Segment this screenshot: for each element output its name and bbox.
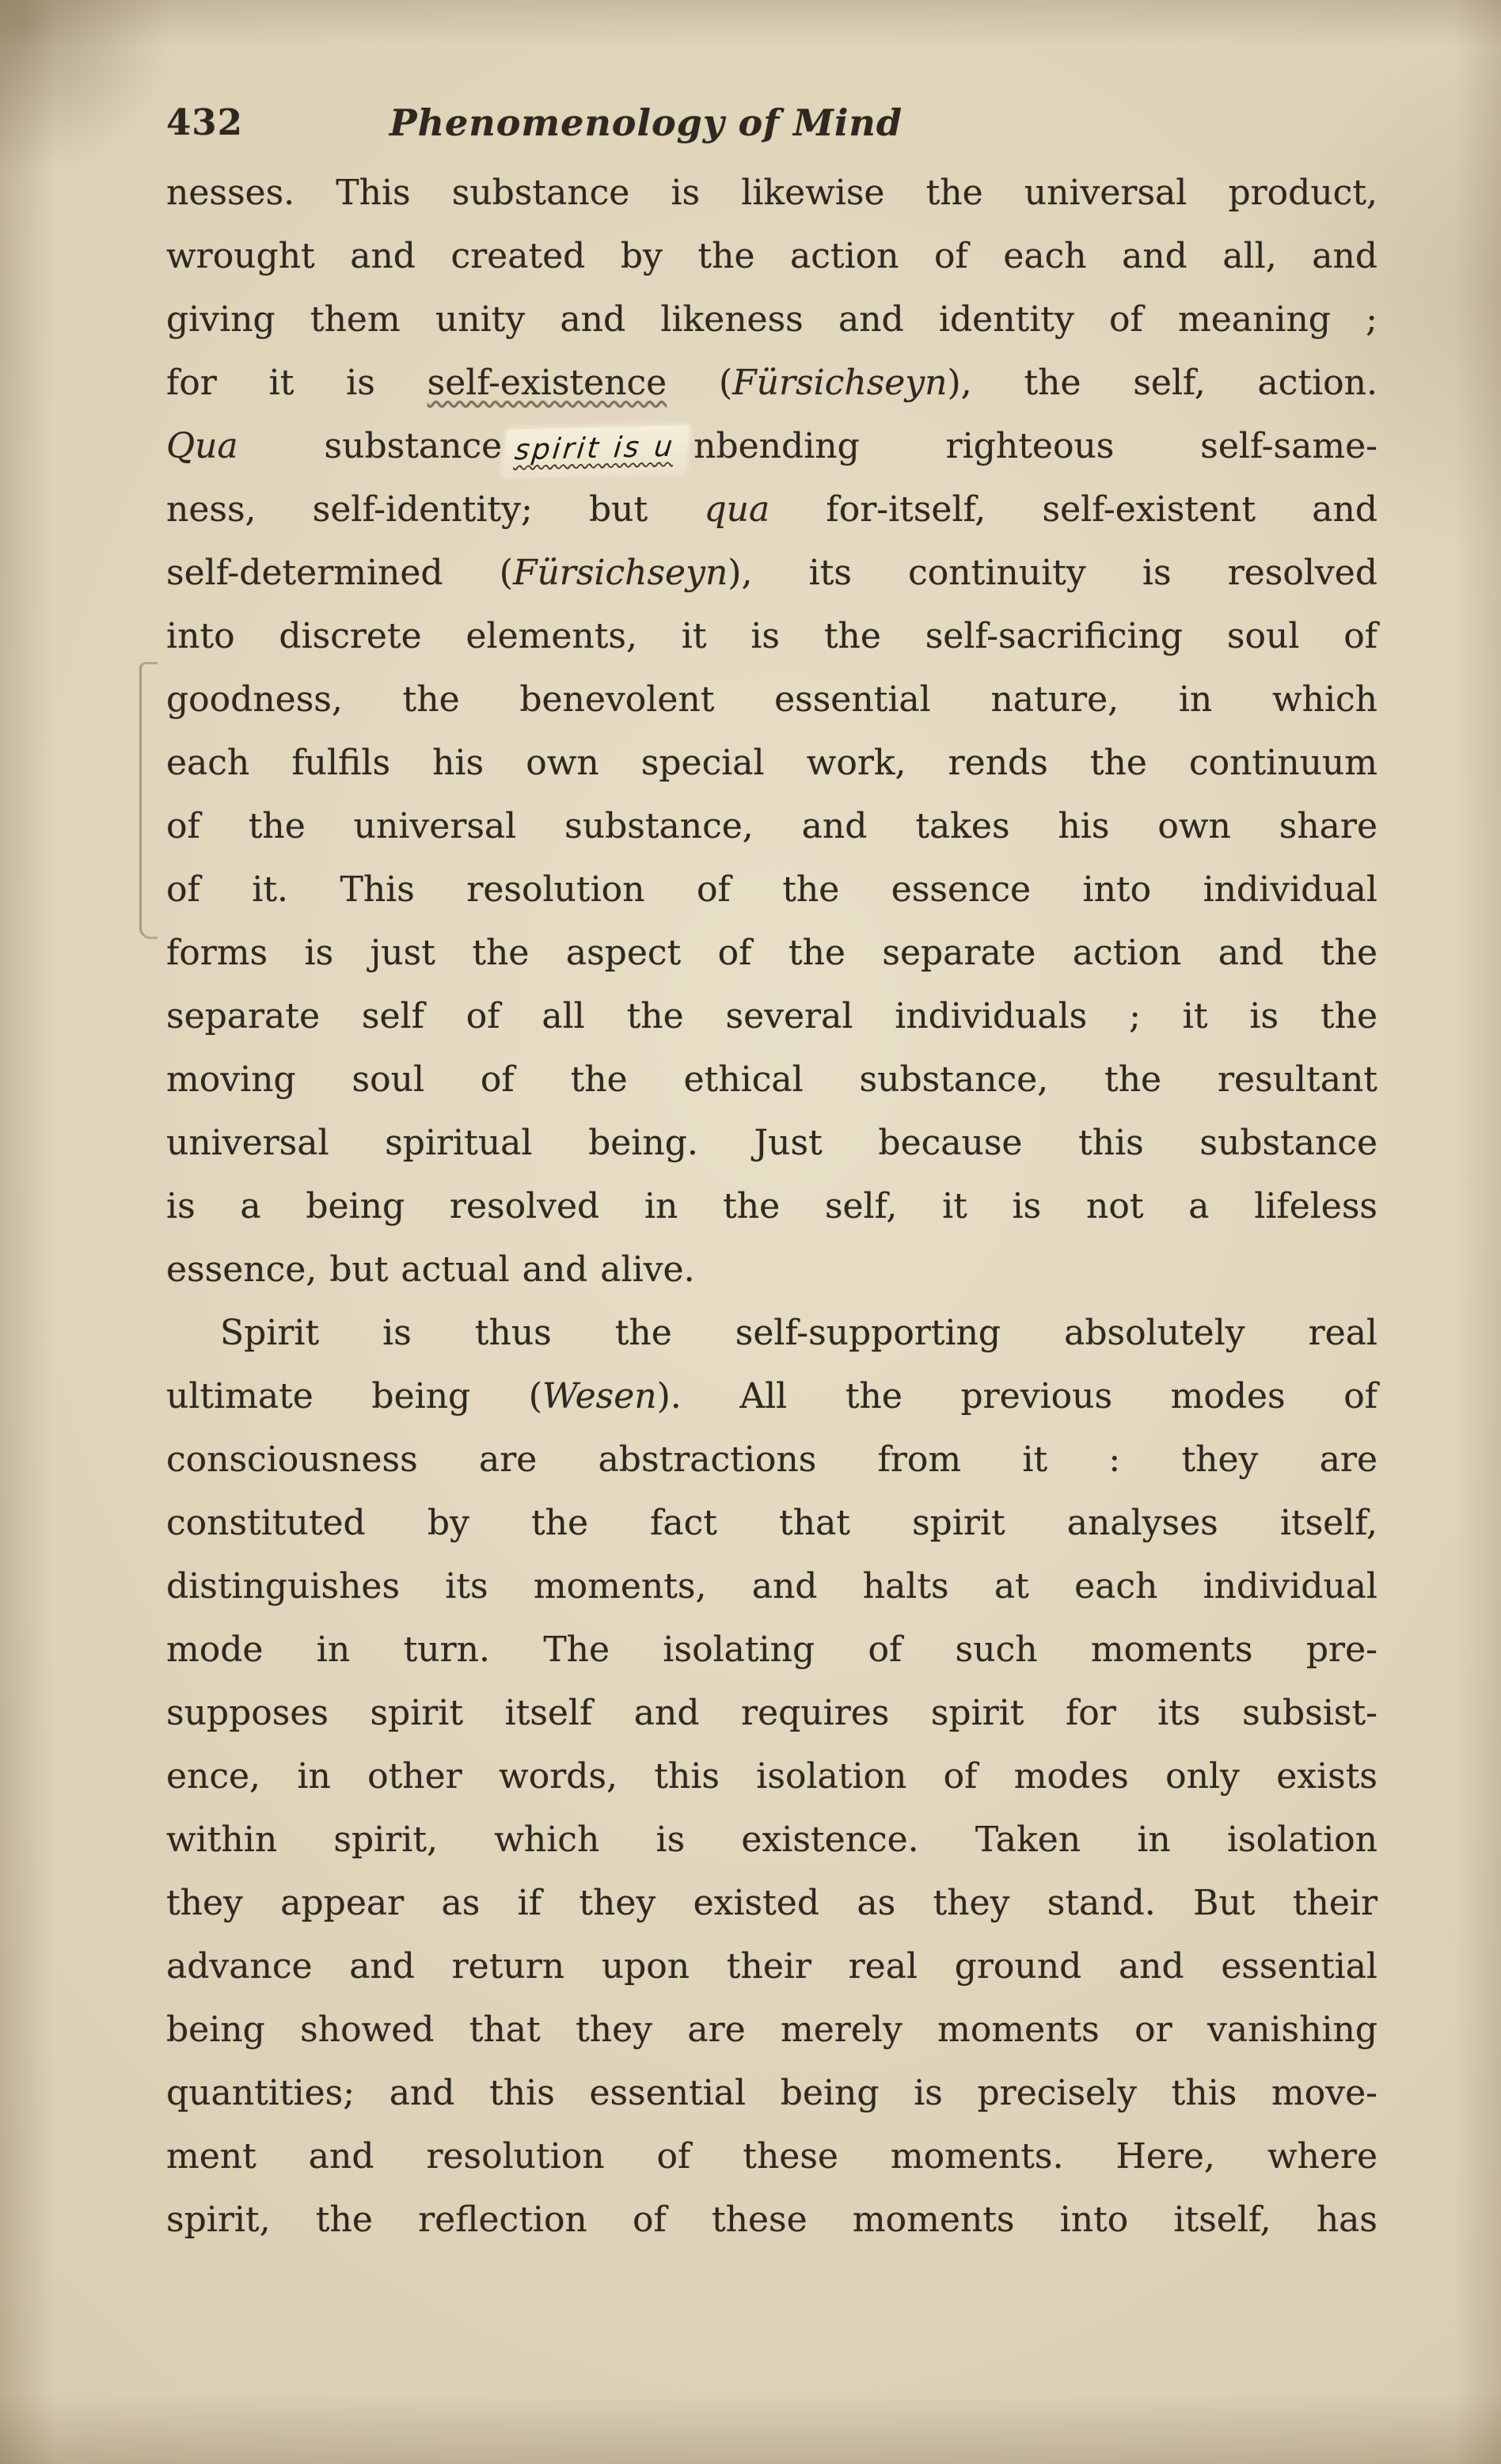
text-segment: for-itself, self-existent and bbox=[770, 489, 1378, 530]
running-header: Phenomenology of Mind bbox=[390, 101, 903, 144]
text-segment: Spirit is thus the self-supporting absolutely real bbox=[220, 1313, 1378, 1353]
text-line bbox=[166, 858, 1378, 922]
text-segment: ment and resolution of these moments. Here, where bbox=[166, 2136, 1378, 2177]
text-segment: separate self of all the several individuals ; it is the bbox=[166, 996, 1378, 1036]
text-segment: mode in turn. The isolating of such moments pre- bbox=[166, 1629, 1378, 1670]
text-segment: ence, in other words, this isolation of modes only exists bbox=[166, 1756, 1378, 1797]
page-content bbox=[166, 101, 1378, 2252]
text-segment: for it is bbox=[166, 363, 428, 403]
text-line bbox=[166, 352, 1378, 415]
text-line bbox=[166, 1808, 1378, 1872]
text-line bbox=[166, 1872, 1378, 1935]
text-segment: ultimate being ( bbox=[166, 1376, 542, 1416]
text-segment: quantities; and this essential being is precisely this move- bbox=[166, 2073, 1378, 2113]
text-line bbox=[166, 605, 1378, 668]
text-segment: into discrete elements, it is the self-sacrificing soul of bbox=[166, 616, 1378, 656]
text-segment: essence, but actual and alive. bbox=[166, 1249, 695, 1290]
text-line bbox=[166, 1555, 1378, 1618]
text-line bbox=[166, 1428, 1378, 1492]
text-segment: advance and return upon their real ground and essential bbox=[166, 1946, 1378, 1987]
text-line bbox=[166, 415, 1378, 478]
italic-text-segment: Fürsichseyn bbox=[732, 363, 948, 403]
text-line bbox=[166, 1365, 1378, 1428]
text-segment: nbending righteous self-same- bbox=[694, 426, 1378, 466]
text-segment: they appear as if they existed as they stand. But their bbox=[166, 1883, 1378, 1923]
text-segment: self-existence bbox=[427, 363, 667, 403]
text-line bbox=[166, 162, 1378, 225]
text-segment: self-determined ( bbox=[166, 553, 513, 593]
text-segment: distinguishes its moments, and halts at each individual bbox=[166, 1566, 1378, 1607]
text-segment: constituted by the fact that spirit analyses itself, bbox=[166, 1503, 1378, 1543]
page-number: 432 bbox=[166, 101, 243, 143]
text-segment: spirit, the reflection of these moments into itself, has bbox=[166, 2200, 1378, 2240]
text-block bbox=[166, 162, 1378, 2252]
text-line bbox=[166, 225, 1378, 288]
text-segment: wrought and created by the action of each and all, and bbox=[166, 236, 1378, 276]
text-segment: forms is just the aspect of the separate action and the bbox=[166, 933, 1378, 973]
text-segment: each fulfils his own special work, rends the continuum bbox=[166, 743, 1378, 783]
text-line bbox=[166, 1998, 1378, 2062]
text-line bbox=[166, 732, 1378, 795]
text-segment: is a being resolved in the self, it is not a lifeless bbox=[166, 1186, 1378, 1226]
text-line bbox=[166, 288, 1378, 352]
text-line bbox=[166, 1618, 1378, 1682]
text-segment: goodness, the benevolent essential nature, in which bbox=[166, 679, 1378, 720]
text-segment: nesses. This substance is likewise the universal product, bbox=[166, 173, 1378, 213]
text-line bbox=[166, 2125, 1378, 2188]
text-segment: consciousness are abstractions from it : they are bbox=[166, 1439, 1378, 1480]
text-segment: ). All the previous modes of bbox=[656, 1376, 1378, 1416]
text-line bbox=[166, 795, 1378, 858]
text-line bbox=[166, 542, 1378, 605]
text-segment: being showed that they are merely moments or vanishing bbox=[166, 2010, 1378, 2050]
text-line bbox=[166, 1048, 1378, 1112]
handwritten-annotation: spirit is u bbox=[503, 425, 690, 475]
text-segment: ), its continuity is resolved bbox=[728, 553, 1378, 593]
text-segment: ness, self-identity; but bbox=[166, 489, 705, 530]
text-segment: of the universal substance, and takes his own share bbox=[166, 806, 1378, 846]
italic-text-segment: Fürsichseyn bbox=[512, 553, 728, 593]
text-segment: universal spiritual being. Just because this substance bbox=[166, 1123, 1378, 1163]
text-line bbox=[166, 1492, 1378, 1555]
text-line bbox=[166, 1935, 1378, 1998]
text-segment: of it. This resolution of the essence into individual bbox=[166, 869, 1378, 910]
text-line bbox=[166, 922, 1378, 985]
text-segment: moving soul of the ethical substance, the resultant bbox=[166, 1059, 1378, 1100]
text-line bbox=[166, 985, 1378, 1048]
text-segment: within spirit, which is existence. Taken in isolation bbox=[166, 1819, 1378, 1860]
page-header bbox=[166, 101, 1378, 152]
text-line bbox=[166, 1745, 1378, 1808]
text-line bbox=[166, 1112, 1378, 1175]
text-line bbox=[166, 2062, 1378, 2125]
text-line bbox=[166, 2188, 1378, 2252]
italic-text-segment: qua bbox=[704, 489, 770, 530]
text-line bbox=[166, 478, 1378, 542]
text-segment: supposes spirit itself and requires spirit for its subsist- bbox=[166, 1693, 1378, 1733]
italic-text-segment: Qua bbox=[166, 426, 238, 466]
text-line bbox=[166, 1682, 1378, 1745]
pencil-margin-bracket bbox=[139, 662, 158, 939]
text-segment: ( bbox=[667, 363, 733, 403]
text-segment: ), the self, action. bbox=[947, 363, 1378, 403]
text-line bbox=[166, 668, 1378, 732]
text-line bbox=[166, 1302, 1378, 1365]
text-segment: giving them unity and likeness and identity of meaning ; bbox=[166, 299, 1378, 340]
text-line bbox=[166, 1175, 1378, 1238]
italic-text-segment: Wesen bbox=[542, 1376, 657, 1416]
text-line bbox=[166, 1238, 1378, 1302]
text-segment: substance bbox=[238, 426, 503, 466]
